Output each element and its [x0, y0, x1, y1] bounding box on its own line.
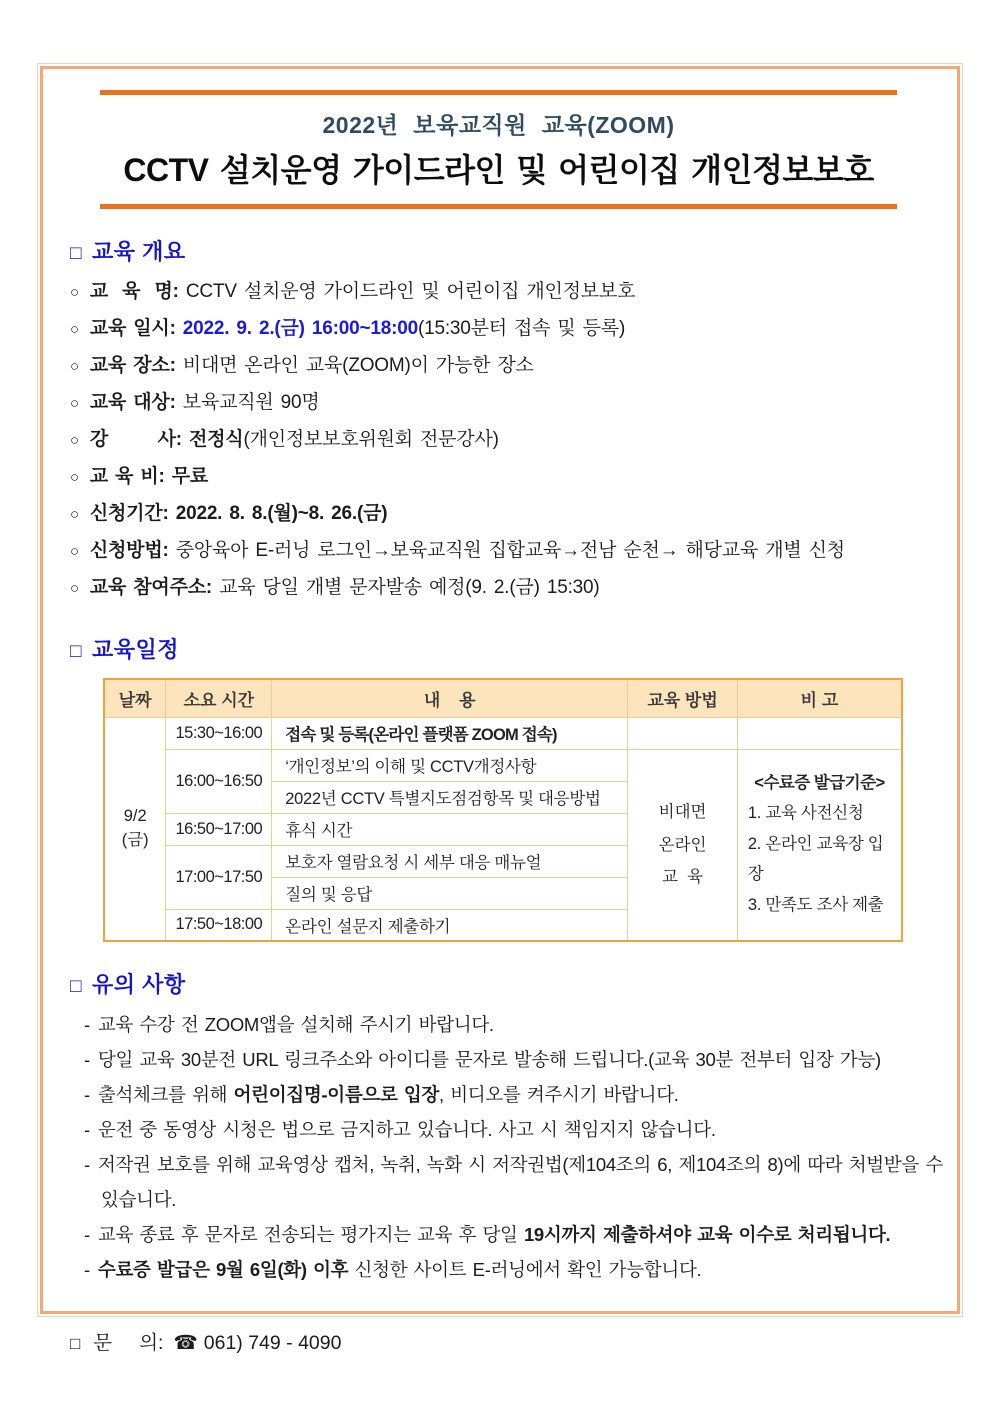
contact-row [70, 1327, 946, 1355]
contact-label: 문 의: [93, 1332, 164, 1354]
circle-bullet-icon: ○ [70, 284, 79, 301]
square-bullet-icon: □ [70, 976, 82, 997]
overview-heading-label: 교육 개요 [91, 239, 186, 264]
col-header-note: 비 고 [737, 679, 902, 717]
table-row: 16:00~16:50 ‘개인정보’의 이해 및 CCTV개정사항 비대면 온라인 교 육 <수료증 발급기준> 1. 교육 사전신청 2. 온라인 교육장 입장 3. 만족도 조사 제출 [104, 749, 902, 781]
overview-item-apply-period: ○ 신청기간: 2022. 8. 8.(월)~8. 26.(금) [70, 503, 388, 524]
circle-bullet-icon: ○ [70, 432, 79, 449]
table-row: 2022년 CCTV 특별지도점검항목 및 대응방법 [104, 781, 902, 813]
section-notes [70, 968, 946, 1287]
square-bullet-icon: □ [70, 641, 82, 662]
schedule-heading [70, 633, 946, 664]
page-title: CCTV 설치운영 가이드라인 및 어린이집 개인정보보호 [123, 152, 874, 188]
overview-item-fee: ○ 교 육 비: 무료 [70, 466, 209, 487]
overview-item-place: ○ 교육 장소: 비대면 온라인 교육(ZOOM)이 가능한 장소 [70, 355, 534, 376]
overview-item-audience: ○ 교육 대상: 보육교직원 90명 [70, 392, 320, 413]
method-cell: 비대면 온라인 교 육 [628, 749, 738, 941]
circle-bullet-icon: ○ [70, 543, 79, 560]
table-row: 16:50~17:00 휴식 시간 [104, 813, 902, 845]
table-row: 9/2 (금) 15:30~16:00 접속 및 등록(온라인 플랫폼 ZOOM 접속) [104, 717, 902, 749]
date-cell: 9/2 (금) [104, 717, 166, 941]
col-header-content: 내 용 [272, 679, 628, 717]
circle-bullet-icon: ○ [70, 506, 79, 523]
square-bullet-icon: □ [70, 1334, 81, 1353]
circle-bullet-icon: ○ [70, 321, 79, 338]
overview-item-lecturer: ○ 강 사: 전정식(개인정보보호위원회 전문강사) [70, 429, 499, 450]
note-item-evaluation: - 교육 종료 후 문자로 전송되는 평가지는 교육 후 당일 19시까지 제출하셔야 교육 이수로 처리됩니다. [84, 1224, 891, 1245]
notes-list [70, 1007, 946, 1287]
schedule-header-row [104, 679, 902, 717]
dash-bullet-icon: - [84, 1014, 90, 1035]
schedule-table [103, 678, 903, 942]
method-cell-empty [628, 717, 738, 749]
dash-bullet-icon: - [84, 1049, 90, 1070]
notes-heading [70, 968, 946, 999]
dash-bullet-icon: - [84, 1119, 90, 1140]
square-bullet-icon: □ [70, 243, 82, 264]
circle-bullet-icon: ○ [70, 395, 79, 412]
circle-bullet-icon: ○ [70, 469, 79, 486]
table-row: 질의 및 응답 [104, 877, 902, 909]
title-rule-bottom [100, 204, 897, 209]
document-content [70, 90, 946, 1355]
contact-phone-number: 061) 749 - 4090 [203, 1332, 342, 1354]
datetime-highlight: 2022. 9. 2.(금) 16:00~18:00 [182, 318, 418, 339]
overview-item-datetime: ○ 교육 일시: 2022. 9. 2.(금) 16:00~18:00(15:30분터 접속 및 등록) [70, 318, 626, 339]
certificate-criteria-title: <수료증 발급기준> [754, 774, 885, 793]
table-row: 17:50~18:00 온라인 설문지 제출하기 [104, 909, 902, 941]
note-cell: <수료증 발급기준> 1. 교육 사전신청 2. 온라인 교육장 입장 3. 만족도 조사 제출 [737, 749, 902, 941]
schedule-heading-label: 교육일정 [91, 637, 179, 662]
dash-bullet-icon: - [84, 1084, 90, 1105]
title-rule-top [100, 90, 897, 95]
col-header-method: 교육 방법 [628, 679, 738, 717]
document-subtitle: 2022년 보육교직원 교육(ZOOM) [322, 112, 675, 138]
note-item-certificate: - 수료증 발급은 9월 6일(화) 이후 신청한 사이트 E-러닝에서 확인 가능합니다. [84, 1259, 702, 1280]
dash-bullet-icon: - [84, 1259, 90, 1280]
note-item-url-sms: - 당일 교육 30분전 URL 링크주소와 아이디를 문자로 발송해 드립니다.(교육 30분 전부터 입장 가능) [84, 1049, 881, 1070]
dash-bullet-icon: - [84, 1224, 90, 1245]
note-item-attendance: - 출석체크를 위해 어린이집명-이름으로 입장, 비디오를 켜주시기 바랍니다. [84, 1084, 679, 1105]
section-schedule [70, 633, 946, 942]
overview-item-apply-method: ○ 신청방법: 중앙육아 E-러닝 로그인→보육교직원 집합교육→전남 순천→ 해당교육 개별 신청 [70, 540, 845, 561]
dash-bullet-icon: - [84, 1154, 90, 1175]
notes-heading-label: 유의 사항 [91, 972, 186, 997]
note-item-zoom-install: - 교육 수강 전 ZOOM앱을 설치해 주시기 바랍니다. [84, 1014, 494, 1035]
title-block [100, 90, 897, 209]
note-item-driving: - 운전 중 동영상 시청은 법으로 금지하고 있습니다. 사고 시 책임지지 않습니다. [84, 1119, 716, 1140]
overview-item-join-address: ○ 교육 참여주소: 교육 당일 개별 문자발송 예정(9. 2.(금) 15:30) [70, 577, 600, 598]
circle-bullet-icon: ○ [70, 358, 79, 375]
overview-heading [70, 235, 946, 266]
circle-bullet-icon: ○ [70, 580, 79, 597]
overview-item-name: ○ 교 육 명: CCTV 설치운영 가이드라인 및 어린이집 개인정보보호 [70, 281, 636, 302]
note-item-copyright: - 저작권 보호를 위해 교육영상 캡처, 녹취, 녹화 시 저작권법(제104조의 6, 제104조의 8)에 따라 처벌받을 수 있습니다. [84, 1154, 943, 1210]
col-header-time: 소요 시간 [166, 679, 272, 717]
telephone-icon: ☎ [173, 1332, 198, 1354]
section-overview [70, 235, 946, 607]
table-row: 17:00~17:50 보호자 열람요청 시 세부 대응 매뉴얼 [104, 845, 902, 877]
overview-list [70, 274, 946, 607]
col-header-date: 날짜 [104, 679, 166, 717]
note-cell-empty [737, 717, 902, 749]
